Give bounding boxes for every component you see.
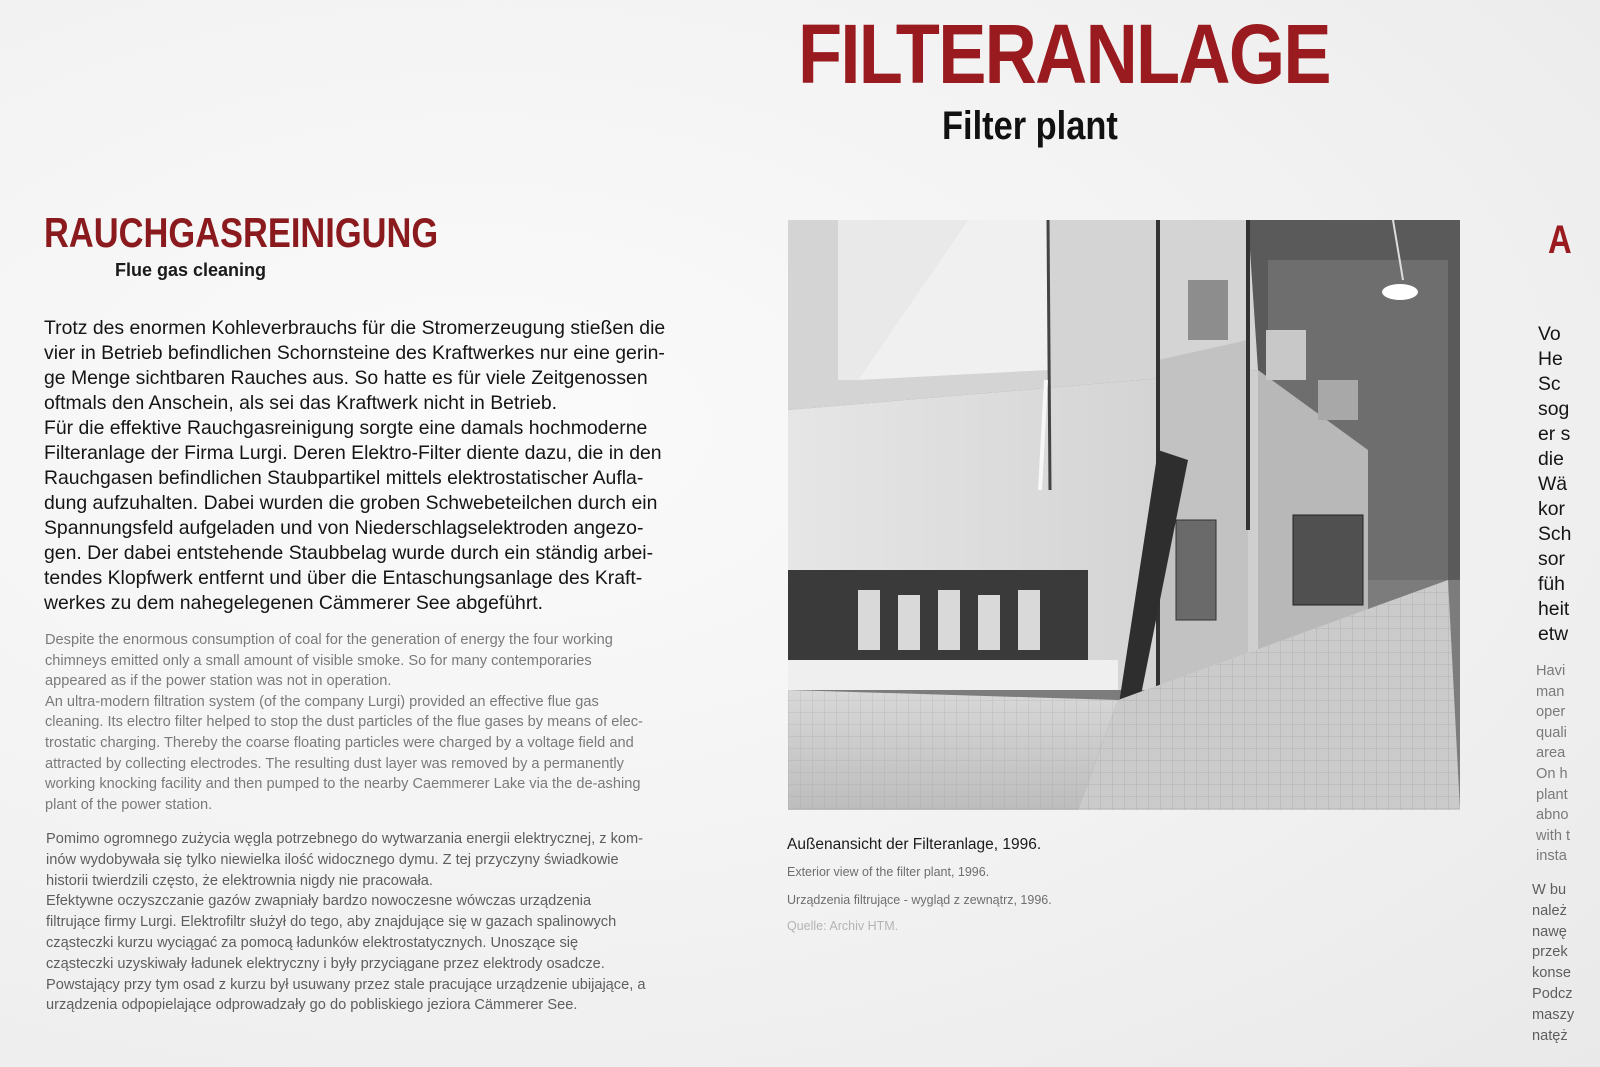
text-fragment: należ — [1532, 902, 1567, 919]
photo-caption-english: Exterior view of the filter plant, 1996. — [787, 865, 990, 879]
text-fragment: Havi — [1536, 663, 1566, 679]
text-line: chimneys emitted only a small amount of visible smoke. So for many contemporaries — [45, 652, 592, 669]
text-line: tendes Klopfwerk entfernt und über die Entaschungsanlage des Kraft- — [44, 567, 643, 589]
text-line: historii twierdzili często, że elektrownia nigdy nie pracowała. — [46, 872, 433, 889]
text-fragment: konse — [1532, 965, 1571, 982]
polish-text — [46, 829, 746, 1016]
text-line: Despite the enormous consumption of coal for the generation of energy the four working — [45, 632, 613, 648]
text-line: plant of the power station. — [45, 796, 213, 813]
text-line: cząsteczki uzyskiwały ładunek elektryczny i były przyciągane przez elektrody osadcze. — [46, 955, 605, 972]
next-panel-german-text — [1538, 322, 1571, 647]
text-line: An ultra-modern filtration system (of the company Lurgi) provided an effective flue gas — [45, 693, 599, 710]
text-line: Trotz des enormen Kohleverbrauchs für die Stromerzeugung stießen die — [44, 317, 666, 339]
text-fragment: natęż — [1532, 1027, 1568, 1044]
text-line: Pomimo ogromnego zużycia węgla potrzebnego do wytwarzania energii elektrycznej, z kom- — [46, 831, 644, 847]
text-line: working knocking facility and then pumped to the nearby Caemmerer Lake via the de-ashing — [45, 776, 641, 793]
text-line: vier in Betrieb befindlichen Schornsteine des Kraftwerkes nur eine gerin- — [44, 342, 665, 364]
text-fragment: W bu — [1532, 882, 1567, 898]
main-subtitle: Filter plant — [942, 104, 1118, 148]
text-line: Für die effektive Rauchgasreinigung sorgte eine damals hochmoderne — [44, 417, 648, 439]
text-line: gen. Der dabei entstehende Staubbelag wurde durch ein ständig arbei- — [44, 542, 654, 564]
text-fragment: plant — [1536, 786, 1568, 803]
text-line: urządzenia odpopielające odprowadzały go do pobliskiego jeziora Cämmerer See. — [46, 997, 578, 1014]
text-fragment: Podcz — [1532, 985, 1573, 1002]
text-fragment: Sch — [1538, 523, 1572, 545]
text-fragment: On h — [1536, 765, 1568, 782]
text-fragment: oper — [1536, 704, 1566, 721]
text-fragment: quali — [1536, 724, 1567, 741]
text-line: werkes zu dem nahegelegenen Cämmerer See abgeführt. — [44, 592, 544, 614]
next-panel-heading: A — [1548, 218, 1572, 262]
text-line: cleaning. Its electro filter helped to stop the dust particles of the flue gases by means of elec- — [45, 714, 643, 731]
filter-plant-photo — [788, 220, 1460, 810]
photo-caption-german: Außenansicht der Filteranlage, 1996. — [787, 836, 1042, 853]
photo-caption-polish: Urządzenia filtrujące - wygląd z zewnątrz, 1996. — [787, 893, 1052, 907]
text-line: ge Menge sichtbaren Rauches aus. So hatte es für viele Zeitgenossen — [44, 367, 648, 389]
text-line: inów wydobywała się tylko niewielka ilość widocznego dymu. Z tej przyczyny świadkowie — [46, 851, 619, 868]
text-line: Powstający przy tym osad z kurzu był usuwany przez stale pracujące urządzenie ubijające, a — [46, 976, 646, 993]
main-title: FILTERANLAGE — [798, 7, 1330, 101]
text-fragment: insta — [1536, 848, 1567, 865]
text-fragment: sog — [1538, 398, 1570, 420]
text-fragment: with t — [1536, 827, 1571, 844]
text-fragment: Wä — [1538, 473, 1568, 495]
text-line: Rauchgasen befindlichen Staubpartikel mittels elektrostatischer Aufla- — [44, 467, 644, 489]
text-fragment: man — [1536, 683, 1565, 700]
text-line: Spannungsfeld aufgeladen und von Niederschlagselektroden angezo- — [44, 517, 644, 539]
text-line: cząsteczki kurzu wyciągać za pomocą ładunków elektrostatycznych. Unoszące się — [46, 934, 579, 951]
text-fragment: Sc — [1538, 373, 1561, 395]
next-panel-polish-text — [1532, 880, 1574, 1046]
section-heading: RAUCHGASREINIGUNG — [44, 209, 439, 256]
text-fragment: sor — [1538, 548, 1565, 570]
next-panel-fragment — [1530, 0, 1600, 1067]
text-fragment: abno — [1536, 807, 1569, 824]
text-fragment: füh — [1538, 573, 1565, 595]
next-panel-english-text — [1536, 661, 1570, 867]
text-fragment: maszy — [1532, 1006, 1575, 1023]
text-fragment: przek — [1532, 944, 1568, 961]
photo-source: Quelle: Archiv HTM. — [787, 919, 899, 933]
text-fragment: er s — [1538, 423, 1571, 445]
text-fragment: He — [1538, 348, 1563, 370]
english-text — [45, 630, 745, 815]
section-subheading: Flue gas cleaning — [115, 260, 267, 280]
text-fragment: nawę — [1532, 923, 1567, 940]
text-fragment: die — [1538, 448, 1564, 470]
text-fragment: kor — [1538, 498, 1565, 520]
text-line: oftmals den Anschein, als sei das Kraftwerk nicht in Betrieb. — [44, 392, 558, 414]
text-fragment: etw — [1538, 623, 1569, 645]
text-line: dung aufzuhalten. Dabei wurden die groben Schwebeteilchen durch ein — [44, 492, 658, 514]
text-fragment: heit — [1538, 598, 1570, 620]
text-fragment: Vo — [1538, 323, 1561, 345]
text-line: Filteranlage der Firma Lurgi. Deren Elektro-Filter diente dazu, die in den — [44, 442, 662, 464]
photo-illustration — [788, 220, 1460, 810]
text-line: appeared as if the power station was not in operation. — [45, 673, 392, 690]
text-line: attracted by collecting electrodes. The resulting dust layer was removed by a permanently — [45, 755, 624, 772]
text-fragment: area — [1536, 745, 1566, 762]
german-text — [44, 316, 744, 616]
text-line: trostatic charging. Thereby the coarse floating particles were charged by a voltage field and — [45, 734, 634, 751]
text-line: Efektywne oczyszczanie gazów zwapniały bardzo nowoczesne wówczas urządzenia — [46, 893, 592, 910]
text-line: filtrujące firmy Lurgi. Elektrofiltr służył do tego, aby znajdujące się w gazach spalinowych — [46, 914, 617, 931]
